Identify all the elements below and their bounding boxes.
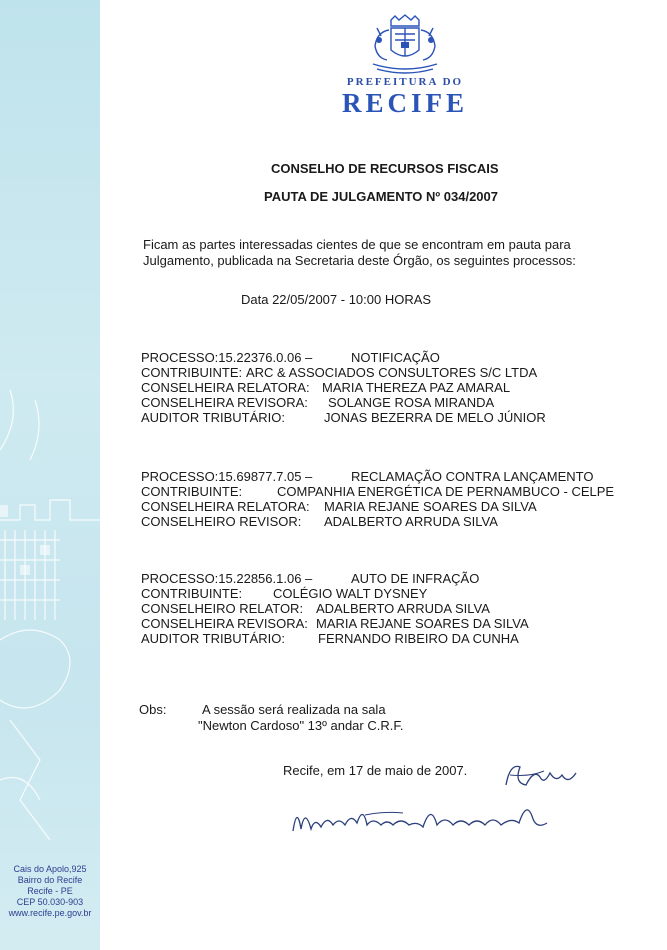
row-label: CONSELHEIRO REVISOR: (141, 514, 302, 529)
prefeitura-label: PREFEITURA DO (346, 76, 464, 88)
process-type: AUTO DE INFRAÇÃO (351, 571, 480, 586)
row-label: CONTRIBUINTE: (141, 586, 243, 601)
row-value: ARC & ASSOCIADOS CONSULTORES S/C LTDA (246, 365, 538, 380)
obs-label: Obs: (139, 702, 167, 717)
council-title: CONSELHO DE RECURSOS FISCAIS (271, 161, 499, 176)
intro-line: Ficam as partes interessadas cientes de que se encontram em pauta para (143, 237, 571, 252)
row-label: CONSELHEIRA REVISORA: (141, 616, 308, 631)
obs-line: A sessão será realizada na sala (202, 702, 386, 717)
intro-line: Julgamento, publicada na Secretaria deste Órgão, os seguintes processos: (143, 253, 576, 268)
initials-signature-icon (500, 755, 585, 795)
row-value: JONAS BEZERRA DE MELO JÚNIOR (324, 410, 546, 425)
row-value: MARIA REJANE SOARES DA SILVA (324, 499, 537, 514)
row-label: CONTRIBUINTE: (141, 365, 243, 380)
row-value: COLÉGIO WALT DYSNEY (273, 586, 428, 601)
row-label: CONTRIBUINTE: (141, 484, 243, 499)
address-line: www.recife.pe.gov.br (8, 908, 92, 918)
main-signature-icon (285, 795, 555, 847)
address-block (0, 864, 100, 919)
row-label: CONSELHEIRO RELATOR: (141, 601, 304, 616)
obs-line: "Newton Cardoso" 13º andar C.R.F. (198, 718, 404, 733)
row-label: CONSELHEIRA RELATORA: (141, 380, 310, 395)
row-value: FERNANDO RIBEIRO DA CUNHA (318, 631, 519, 646)
row-label: CONSELHEIRA RELATORA: (141, 499, 310, 514)
row-value: ADALBERTO ARRUDA SILVA (324, 514, 498, 529)
row-value: SOLANGE ROSA MIRANDA (328, 395, 495, 410)
row-value: MARIA REJANE SOARES DA SILVA (316, 616, 529, 631)
row-label: AUDITOR TRIBUTÁRIO: (141, 410, 285, 425)
row-value: MARIA THEREZA PAZ AMARAL (322, 380, 511, 395)
address-line: Cais do Apolo,925 (13, 864, 87, 874)
process-type: RECLAMAÇÃO CONTRA LANÇAMENTO (351, 469, 594, 484)
row-value: COMPANHIA ENERGÉTICA DE PERNAMBUCO - CELPE (277, 484, 615, 499)
address-line: Bairro do Recife (17, 875, 83, 885)
address-line: CEP 50.030-903 (16, 897, 84, 907)
process-number: PROCESSO:15.22856.1.06 – (141, 571, 313, 586)
session-date: Data 22/05/2007 - 10:00 HORAS (241, 292, 432, 307)
address-line: Recife - PE (27, 886, 73, 896)
city-watermark-icon (0, 0, 100, 950)
process-number: PROCESSO:15.22376.0.06 – (141, 350, 313, 365)
row-label: CONSELHEIRA REVISORA: (141, 395, 308, 410)
coat-of-arms-icon (367, 14, 443, 76)
process-number: PROCESSO:15.69877.7.05 – (141, 469, 313, 484)
agenda-title: PAUTA DE JULGAMENTO Nº 034/2007 (264, 189, 498, 204)
closing-date: Recife, em 17 de maio de 2007. (283, 763, 468, 778)
city-name: RECIFE (341, 88, 468, 118)
process-type: NOTIFICAÇÃO (351, 350, 440, 365)
row-value: ADALBERTO ARRUDA SILVA (316, 601, 490, 616)
row-label: AUDITOR TRIBUTÁRIO: (141, 631, 285, 646)
decorative-sidebar (0, 0, 100, 950)
